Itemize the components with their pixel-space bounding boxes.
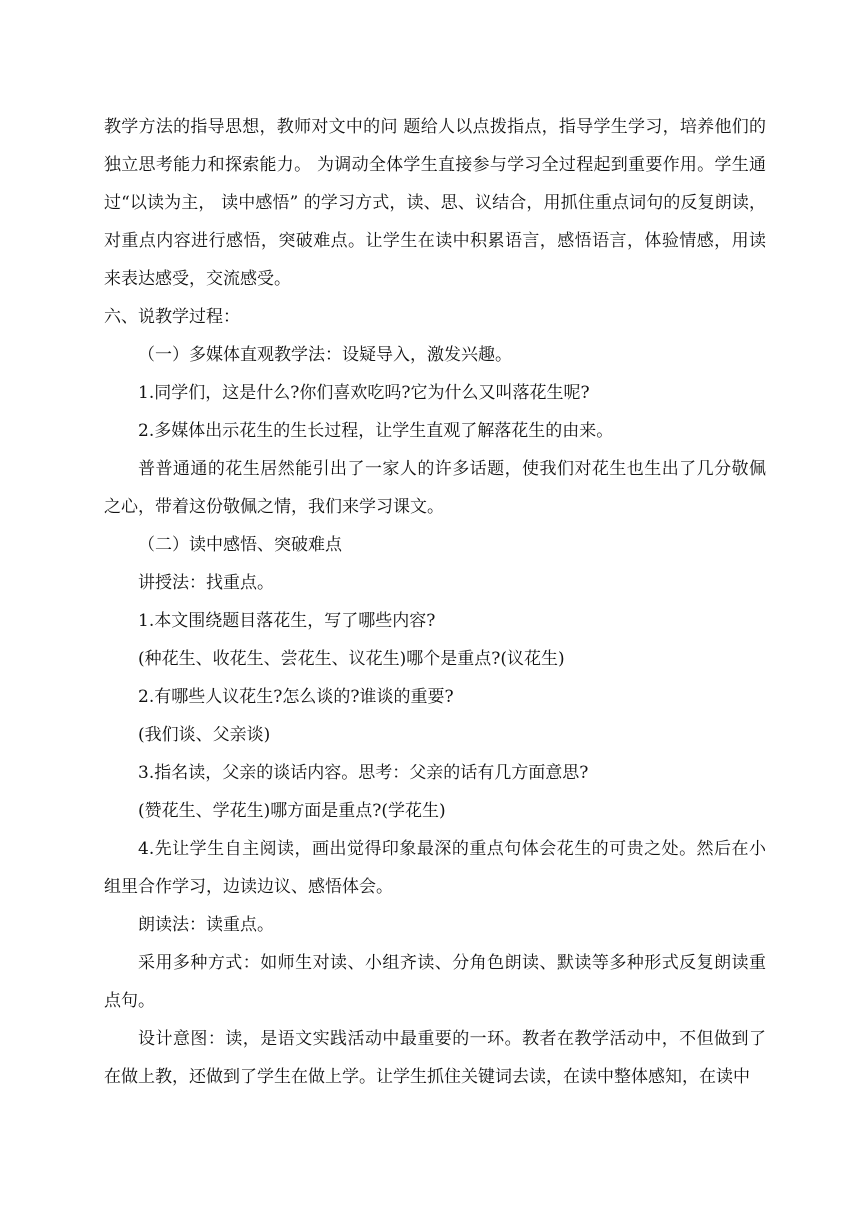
list-item: 1.同学们，这是什么?你们喜欢吃吗?它为什么又叫落花生呢? — [138, 383, 590, 403]
method-label-lecture: 讲授法：找重点。 — [138, 573, 274, 593]
method-label-reading: 朗读法：读重点。 — [138, 915, 274, 935]
list-item: 3.指名读，父亲的谈话内容。思考：父亲的话有几方面意思? — [138, 763, 589, 783]
answer-line: (种花生、收花生、尝花生、议花生)哪个是重点?(议花生) — [138, 649, 565, 669]
list-item: 4.先让学生自主阅读，画出觉得印象最深的重点句体会花生的可贵之处。然后在小组里合作学习，边读边议、感悟体会。 — [104, 839, 766, 897]
paragraph-design-intent: 设计意图：读，是语文实践活动中最重要的一环。教者在教学活动中，不但做到了在做上教，还做到了学生在做上学。让学生抓住关键词去读，在读中整体感知，在读中 — [104, 1029, 766, 1087]
list-item: 1.本文围绕题目落花生，写了哪些内容? — [138, 611, 436, 631]
subsection-heading-reading: （二）读中感悟、突破难点 — [138, 535, 342, 555]
paragraph-transition: 普普通通的花生居然能引出了一家人的许多话题，使我们对花生也生出了几分敬佩之心，带着这份敬佩之情，我们来学习课文。 — [104, 459, 766, 517]
answer-line: (我们谈、父亲谈) — [138, 725, 271, 745]
paragraph-reading-methods: 采用多种方式：如师生对读、小组齐读、分角色朗读、默读等多种形式反复朗读重点句。 — [104, 953, 766, 1011]
paragraph-teaching-method: 教学方法的指导思想，教师对文中的问 题给人以点拨指点，指导学生学习，培养他们的独立思考能力和探索能力。 为调动全体学生直接参与学习全过程起到重要作用。学生通过“以读为主， 读中感悟” 的学习方式，读、思、议结合，用抓住重点词句的反复朗读，对重点内容进行感悟，突破难点。让学生在读中积累语言，感悟语言，体验情感，用读来表达感受，交流感受。 — [104, 117, 766, 289]
answer-line: (赞花生、学花生)哪方面是重点?(学花生) — [138, 801, 446, 821]
document-body — [104, 108, 766, 1096]
list-item: 2.有哪些人议花生?怎么谈的?谁谈的重要? — [138, 687, 454, 707]
list-item: 2.多媒体出示花生的生长过程，让学生直观了解落花生的由来。 — [138, 421, 614, 441]
section-heading-teaching-process: 六、说教学过程： — [104, 307, 240, 327]
subsection-heading-multimedia: （一）多媒体直观教学法：设疑导入，激发兴趣。 — [138, 345, 512, 365]
